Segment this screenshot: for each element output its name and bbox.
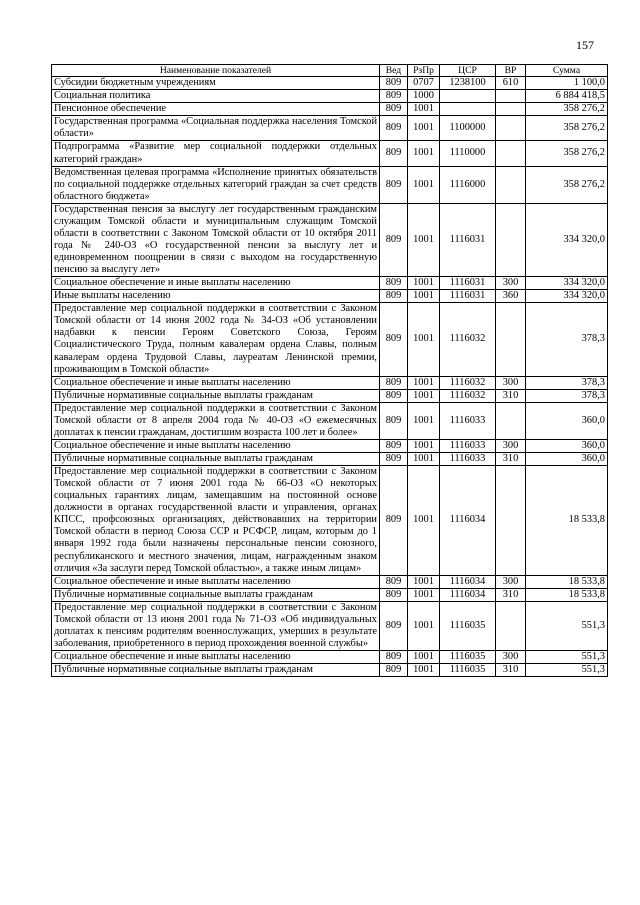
table-row xyxy=(52,277,608,290)
row-name: Подпрограмма «Развитие мер социальной поддержки отдельных категорий граждан» xyxy=(52,141,380,166)
row-vr: 300 xyxy=(496,575,526,588)
table-row xyxy=(52,575,608,588)
row-ved: 809 xyxy=(380,575,408,588)
table-row xyxy=(52,116,608,141)
row-csr: 1116000 xyxy=(440,166,496,203)
row-sum: 378,3 xyxy=(526,389,608,402)
table-row xyxy=(52,166,608,203)
row-csr: 1116031 xyxy=(440,277,496,290)
table-row xyxy=(52,439,608,452)
row-rzpr: 1001 xyxy=(408,116,440,141)
row-name: Социальное обеспечение и иные выплаты населению xyxy=(52,439,380,452)
row-rzpr: 1001 xyxy=(408,277,440,290)
row-vr xyxy=(496,203,526,276)
row-sum: 378,3 xyxy=(526,303,608,376)
row-csr: 1116035 xyxy=(440,651,496,664)
row-sum: 18 533,8 xyxy=(526,466,608,576)
row-ved: 809 xyxy=(380,664,408,677)
row-name: Публичные нормативные социальные выплаты гражданам xyxy=(52,588,380,601)
row-ved: 809 xyxy=(380,77,408,90)
row-ved: 809 xyxy=(380,290,408,303)
row-name: Публичные нормативные социальные выплаты гражданам xyxy=(52,453,380,466)
row-csr: 1110000 xyxy=(440,141,496,166)
row-ved: 809 xyxy=(380,389,408,402)
row-name: Иные выплаты населению xyxy=(52,290,380,303)
row-csr: 1116033 xyxy=(440,402,496,439)
row-vr: 300 xyxy=(496,277,526,290)
row-csr: 1116031 xyxy=(440,203,496,276)
row-name: Государственная пенсия за выслугу лет государственным гражданским служащим Томской области и муниципальным служащим Томской области в соответствии с Законом Томской области от 10 октября 2011 года № 240-ОЗ «О государственной пенсии за выслугу лет и единовременном поощрении в связи с выходом на государственную пенсию за выслугу лет» xyxy=(52,203,380,276)
row-ved: 809 xyxy=(380,453,408,466)
table-row xyxy=(52,303,608,376)
row-csr: 1116035 xyxy=(440,601,496,650)
row-sum: 358 276,2 xyxy=(526,166,608,203)
row-ved: 809 xyxy=(380,166,408,203)
row-vr: 300 xyxy=(496,439,526,452)
row-name: Публичные нормативные социальные выплаты гражданам xyxy=(52,389,380,402)
row-vr xyxy=(496,402,526,439)
table-row xyxy=(52,90,608,103)
row-vr: 310 xyxy=(496,664,526,677)
row-ved: 809 xyxy=(380,203,408,276)
row-sum: 378,3 xyxy=(526,376,608,389)
table-row xyxy=(52,203,608,276)
row-vr xyxy=(496,90,526,103)
page-number: 157 xyxy=(576,38,594,52)
row-csr: 1116032 xyxy=(440,389,496,402)
row-ved: 809 xyxy=(380,439,408,452)
table-row xyxy=(52,466,608,576)
table-row xyxy=(52,290,608,303)
row-ved: 809 xyxy=(380,402,408,439)
row-name: Ведомственная целевая программа «Исполнение принятых обязательств по социальной поддержке отдельных категорий граждан за счет средств областного бюджета» xyxy=(52,166,380,203)
row-rzpr: 1001 xyxy=(408,466,440,576)
row-name: Предоставление мер социальной поддержки в соответствии с Законом Томской области от 14 июня 2002 года № 34-ОЗ «Об установлении надбавки к пенсии Героям Советского Союза, Героям Социалистического Труда, полным кавалерам ордена Славы, полным кавалерам ордена Трудовой Славы, лауреатам Ленинской премии, проживающим в Томской области» xyxy=(52,303,380,376)
table-row xyxy=(52,601,608,650)
row-name: Социальное обеспечение и иные выплаты населению xyxy=(52,376,380,389)
row-ved: 809 xyxy=(380,303,408,376)
row-sum: 360,0 xyxy=(526,453,608,466)
table-row xyxy=(52,588,608,601)
row-csr: 1116032 xyxy=(440,376,496,389)
row-sum: 551,3 xyxy=(526,601,608,650)
row-name: Предоставление мер социальной поддержки в соответствии с Законом Томской области от 8 апреля 2004 года № 40-ОЗ «О ежемесячных доплатах к пенсии гражданам, достигшим возраста 100 лет и более» xyxy=(52,402,380,439)
row-sum: 18 533,8 xyxy=(526,588,608,601)
row-ved: 809 xyxy=(380,277,408,290)
row-csr: 1116031 xyxy=(440,290,496,303)
row-name: Социальная политика xyxy=(52,90,380,103)
row-name: Государственная программа «Социальная поддержка населения Томской области» xyxy=(52,116,380,141)
row-vr xyxy=(496,466,526,576)
row-ved: 809 xyxy=(380,376,408,389)
row-ved: 809 xyxy=(380,103,408,116)
row-name: Предоставление мер социальной поддержки в соответствии с Законом Томской области от 7 июня 2001 года № 66-ОЗ «О некоторых социальных гарантиях лицам, замещавшим на постоянной основе должности в органах государственной власти и управления, органах КПСС, профсоюзных организациях, действовавших на территории Томской области в период Союза ССР и РСФСР, лицам, которым до 1 января 1992 года были назначены персональные пенсии союзного, республиканского и местного значения, лицам, награжденным знаком отличия «За заслуги перед Томской областью», а также иным лицам» xyxy=(52,466,380,576)
row-csr: 1116034 xyxy=(440,575,496,588)
row-ved: 809 xyxy=(380,588,408,601)
table-row xyxy=(52,664,608,677)
row-sum: 358 276,2 xyxy=(526,103,608,116)
row-rzpr: 1001 xyxy=(408,575,440,588)
row-rzpr: 1001 xyxy=(408,664,440,677)
row-rzpr: 1000 xyxy=(408,90,440,103)
table-row xyxy=(52,453,608,466)
row-rzpr: 1001 xyxy=(408,439,440,452)
table-row xyxy=(52,141,608,166)
row-csr: 1100000 xyxy=(440,116,496,141)
row-name: Субсидии бюджетным учреждениям xyxy=(52,77,380,90)
row-vr: 310 xyxy=(496,389,526,402)
row-sum: 358 276,2 xyxy=(526,141,608,166)
row-ved: 809 xyxy=(380,651,408,664)
row-csr: 1116033 xyxy=(440,439,496,452)
row-csr: 1116032 xyxy=(440,303,496,376)
row-vr: 610 xyxy=(496,77,526,90)
row-ved: 809 xyxy=(380,466,408,576)
row-sum: 334 320,0 xyxy=(526,290,608,303)
row-rzpr: 1001 xyxy=(408,402,440,439)
row-rzpr: 1001 xyxy=(408,203,440,276)
table-row xyxy=(52,77,608,90)
row-rzpr: 1001 xyxy=(408,453,440,466)
row-sum: 360,0 xyxy=(526,402,608,439)
row-ved: 809 xyxy=(380,116,408,141)
row-rzpr: 0707 xyxy=(408,77,440,90)
row-csr: 1116034 xyxy=(440,466,496,576)
row-csr: 1116034 xyxy=(440,588,496,601)
row-ved: 809 xyxy=(380,601,408,650)
row-csr xyxy=(440,103,496,116)
row-sum: 551,3 xyxy=(526,651,608,664)
table-header-row xyxy=(52,65,608,77)
row-sum: 1 100,0 xyxy=(526,77,608,90)
row-rzpr: 1001 xyxy=(408,103,440,116)
row-vr: 310 xyxy=(496,453,526,466)
row-name: Социальное обеспечение и иные выплаты населению xyxy=(52,651,380,664)
table-row xyxy=(52,376,608,389)
header-vr: ВР xyxy=(496,65,526,77)
row-sum: 6 884 418,5 xyxy=(526,90,608,103)
row-csr: 1116035 xyxy=(440,664,496,677)
header-rzpr: РзПр xyxy=(408,65,440,77)
row-rzpr: 1001 xyxy=(408,588,440,601)
row-vr: 360 xyxy=(496,290,526,303)
row-vr xyxy=(496,601,526,650)
row-vr xyxy=(496,103,526,116)
row-rzpr: 1001 xyxy=(408,290,440,303)
row-name: Пенсионное обеспечение xyxy=(52,103,380,116)
row-vr xyxy=(496,116,526,141)
row-csr: 1238100 xyxy=(440,77,496,90)
row-name: Социальное обеспечение и иные выплаты населению xyxy=(52,277,380,290)
table-row xyxy=(52,389,608,402)
row-ved: 809 xyxy=(380,90,408,103)
table-row xyxy=(52,651,608,664)
table-row xyxy=(52,103,608,116)
table-row xyxy=(52,402,608,439)
header-name: Наименование показателей xyxy=(52,65,380,77)
row-vr xyxy=(496,303,526,376)
row-sum: 360,0 xyxy=(526,439,608,452)
row-rzpr: 1001 xyxy=(408,303,440,376)
row-rzpr: 1001 xyxy=(408,141,440,166)
row-sum: 334 320,0 xyxy=(526,277,608,290)
row-sum: 334 320,0 xyxy=(526,203,608,276)
row-ved: 809 xyxy=(380,141,408,166)
header-ved: Вед xyxy=(380,65,408,77)
row-csr xyxy=(440,90,496,103)
row-vr: 310 xyxy=(496,588,526,601)
row-vr: 300 xyxy=(496,651,526,664)
row-vr xyxy=(496,166,526,203)
row-vr: 300 xyxy=(496,376,526,389)
row-name: Социальное обеспечение и иные выплаты населению xyxy=(52,575,380,588)
row-name: Публичные нормативные социальные выплаты гражданам xyxy=(52,664,380,677)
row-rzpr: 1001 xyxy=(408,651,440,664)
row-vr xyxy=(496,141,526,166)
row-rzpr: 1001 xyxy=(408,389,440,402)
row-sum: 18 533,8 xyxy=(526,575,608,588)
header-sum: Сумма xyxy=(526,65,608,77)
row-rzpr: 1001 xyxy=(408,601,440,650)
row-sum: 551,3 xyxy=(526,664,608,677)
budget-table xyxy=(51,64,608,677)
row-sum: 358 276,2 xyxy=(526,116,608,141)
row-name: Предоставление мер социальной поддержки в соответствии с Законом Томской области от 13 июня 2001 года № 71-ОЗ «Об индивидуальных доплатах к пенсиям родителям военнослужащих, умерших в результате заболевания, приобретенного в период прохождения военной службы» xyxy=(52,601,380,650)
row-csr: 1116033 xyxy=(440,453,496,466)
row-rzpr: 1001 xyxy=(408,166,440,203)
header-csr: ЦСР xyxy=(440,65,496,77)
row-rzpr: 1001 xyxy=(408,376,440,389)
